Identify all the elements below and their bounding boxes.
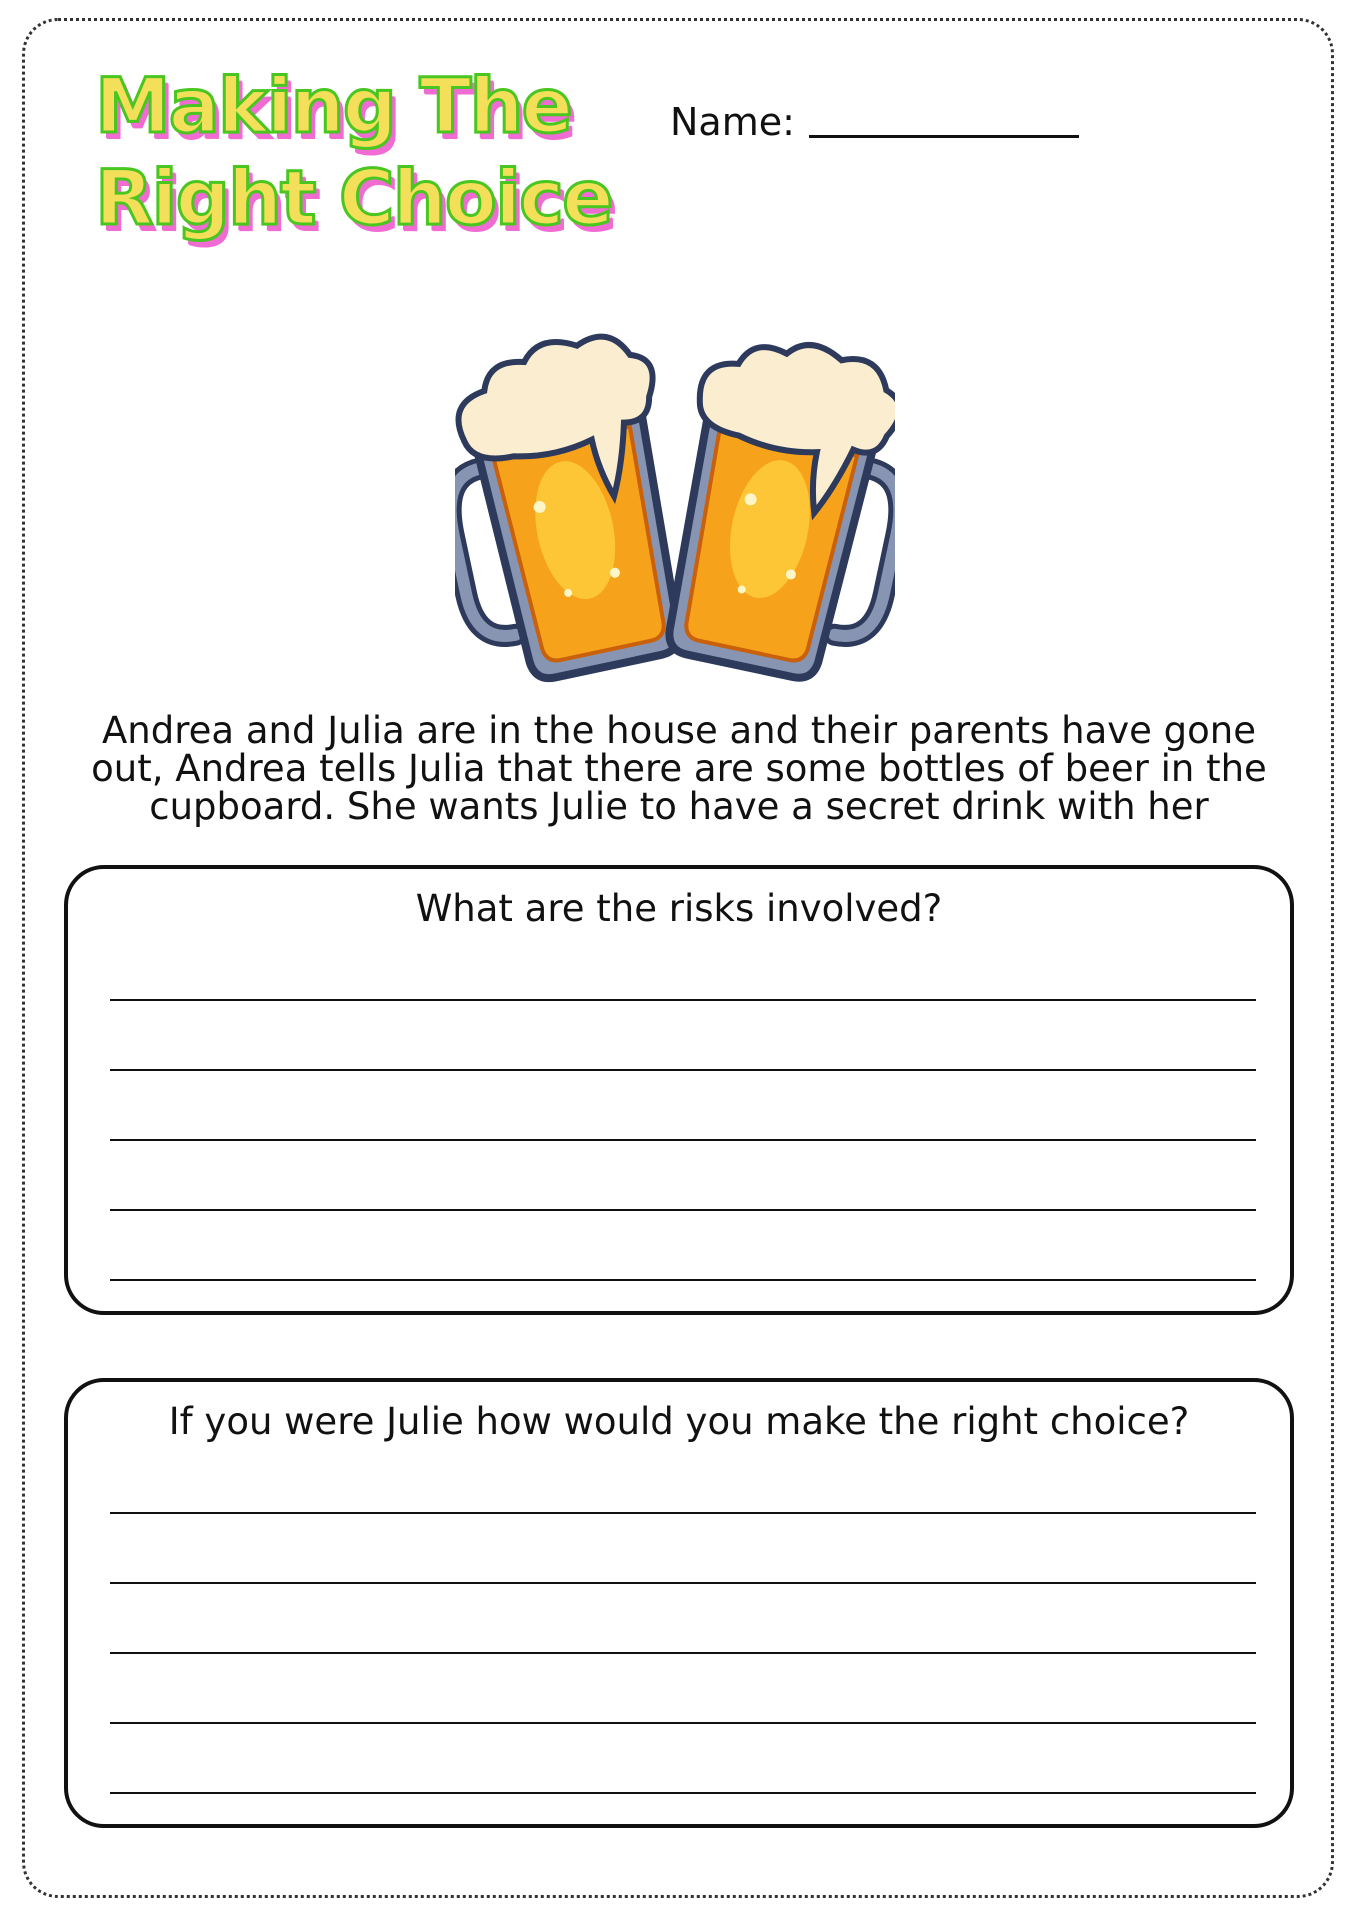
beer-mugs-clinking-icon <box>455 328 895 688</box>
story-line-1: Andrea and Julia are in the house and their parents have gone <box>101 709 1257 752</box>
answer-line[interactable] <box>110 1209 1256 1211</box>
answer-line[interactable] <box>110 1512 1256 1514</box>
story-text <box>80 709 1278 828</box>
question-box-risks <box>64 865 1294 1315</box>
answer-line[interactable] <box>110 1582 1256 1584</box>
worksheet-title <box>95 60 655 244</box>
name-field[interactable] <box>670 100 1079 144</box>
answer-line[interactable] <box>110 1279 1256 1281</box>
title-line-2: Right Choice <box>95 153 612 242</box>
question-box-right-choice <box>64 1378 1294 1828</box>
question-prompt: If you were Julie how would you make the right choice? <box>168 1400 1190 1443</box>
question-prompt: What are the risks involved? <box>415 887 943 930</box>
story-line-3: cupboard. She wants Julie to have a secret drink with her <box>149 785 1209 828</box>
answer-line[interactable] <box>110 1069 1256 1071</box>
answer-line[interactable] <box>110 1652 1256 1654</box>
answer-line[interactable] <box>110 1139 1256 1141</box>
title-line-1: Making The <box>95 61 571 150</box>
answer-line[interactable] <box>110 1792 1256 1794</box>
story-line-2: out, Andrea tells Julia that there are some bottles of beer in the <box>91 747 1267 790</box>
answer-line[interactable] <box>110 999 1256 1001</box>
name-label: Name: <box>670 100 795 144</box>
name-blank-line[interactable] <box>809 135 1079 138</box>
answer-line[interactable] <box>110 1722 1256 1724</box>
